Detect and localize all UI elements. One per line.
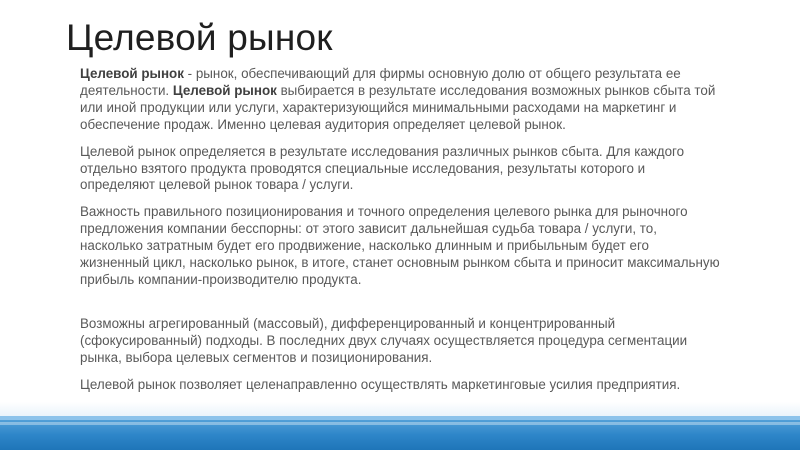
paragraph-importance: Важность правильного позиционирования и точного определения целевого рынка для рыночного предложения компании бесспорны: от этого зависит дальнейшая судьба товара / услуги, то, насколько затратным будет его продвижение, насколько длинным и прибыльным будет его жизненный цикл, насколько рынок, в итоге, станет основным рынком сбыта и приносит максимальную прибыль компании-производителю продукта. (80, 204, 720, 287)
slide-body (80, 66, 720, 394)
bottom-fade (0, 402, 800, 416)
term-bold-1: Целевой рынок (80, 66, 184, 81)
paragraph-approaches: Возможны агрегированный (массовый), дифференцированный и концентрированный (сфокусированный) подходы. В последних двух случаях осуществляется процедура сегментации рынка, выбора целевых сегментов и позиционирования. (80, 315, 688, 365)
bottom-decorative-band (0, 416, 800, 450)
paragraph-definition (80, 66, 720, 134)
paragraph-determination: Целевой рынок определяется в результате исследования различных рынков сбыта. Для каждого отдельно взятого продукта проводятся специальные исследования, результаты которого и определяют целевой рынок товара / услуги. (80, 143, 685, 193)
paragraph-conclusion: Целевой рынок позволяет целенаправленно осуществлять маркетинговые усилия предприятия. (80, 376, 681, 392)
slide-title: Целевой рынок (66, 17, 333, 58)
definition-text-2: выбирается в результате исследования возможных рынков сбыта той или иной продукции или услуги, характеризующийся минимальными расходами на маркетинг и обеспечение продаж. Именно целевая аудитория определяет целевой рынок. (80, 82, 716, 132)
definition-text-1: - рынок, обеспечивающий для фирмы основную долю от общего результата ее деятельности. (80, 66, 681, 98)
term-bold-2: Целевой рынок (172, 82, 277, 98)
